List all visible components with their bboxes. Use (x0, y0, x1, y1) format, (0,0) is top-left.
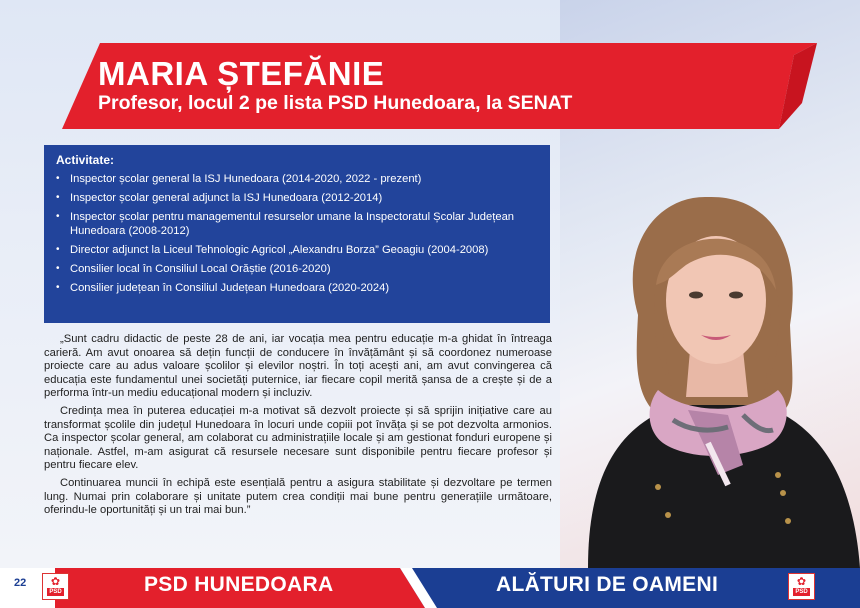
logo-text: PSD (49, 589, 62, 595)
candidate-statement (44, 333, 552, 522)
psd-logo (788, 573, 815, 600)
rose-icon: ✿ (50, 576, 61, 588)
activity-box (44, 145, 550, 323)
bullet-icon: • (56, 244, 60, 255)
psd-logo (42, 573, 69, 600)
list-item: • Inspector școlar general adjunct la ISJ Hunedoara (2012-2014) (56, 192, 383, 204)
statement-paragraph: Continuarea muncii în echipă este esențială pentru a asigura stabilitate și dezvoltare pe termen lung. Numai prin colaborare și unitate putem crea condiții mai bune pentru generațiile următoare, oferindu-le oportunități și un trai mai bun.” (44, 476, 552, 517)
activity-title: Activitate: (56, 153, 115, 167)
activity-list (56, 172, 538, 295)
candidate-portrait (578, 175, 860, 568)
list-item: • Consilier județean în Consiliul Județean Hunedoara (2020-2024) (56, 282, 390, 294)
footer-brand: PSD HUNEDOARA (144, 573, 334, 596)
bullet-icon: • (56, 211, 60, 222)
bullet-icon: • (56, 192, 60, 203)
list-item: • Inspector școlar pentru managementul resurselor umane la Inspectoratul Școlar Județean Hunedoara (2008-2012) (56, 211, 515, 237)
bullet-icon: • (56, 282, 60, 293)
footer-slogan: ALĂTURI DE OAMENI (496, 573, 719, 596)
statement-paragraph: Credința mea în puterea educației m-a motivat să dezvolt proiecte și să sprijin inițiative care au transformat școlile din județul Hunedoara în locuri unde copiii pot învăța și se pot dezvolta armonios. Ca inspector școlar general, am colaborat cu administrațiile locale și am gestionat fonduri europene și naționale. Astfel, m-am asigurat că resursele necesare sunt disponibile pentru fiecare profesor și pentru fiecare elev. (44, 404, 552, 472)
statement-paragraph: „Sunt cadru didactic de peste 28 de ani, iar vocația mea pentru educație m-a ghidat în întreaga carieră. Am avut onoarea să dețin funcții de conducere în învățământ și să coordonez numeroase proiecte care au adus valoare școlilor și elevilor noștri. În toți acești ani, am avut convingerea că educația este fundamentul unei societăți puternice, iar fiecare copil merită șansa de a crește și de a performa într-un mediu educațional modern și incluziv. (44, 333, 552, 400)
logo-text: PSD (795, 589, 808, 595)
page-number: 22 (14, 577, 27, 589)
list-item: • Director adjunct la Liceul Tehnologic Agricol „Alexandru Borza” Geoagiu (2004-2008) (56, 244, 489, 256)
rose-icon: ✿ (796, 576, 807, 588)
candidate-subtitle: Profesor, locul 2 pe lista PSD Hunedoara, la SENAT (98, 92, 573, 114)
candidate-name: MARIA ȘTEFĂNIE (98, 55, 385, 92)
list-item: • Inspector școlar general la ISJ Hunedoara (2014-2020, 2022 - prezent) (56, 173, 422, 185)
list-item: • Consilier local în Consiliul Local Orăștie (2016-2020) (56, 263, 331, 275)
bullet-icon: • (56, 263, 60, 274)
bullet-icon: • (56, 173, 60, 184)
